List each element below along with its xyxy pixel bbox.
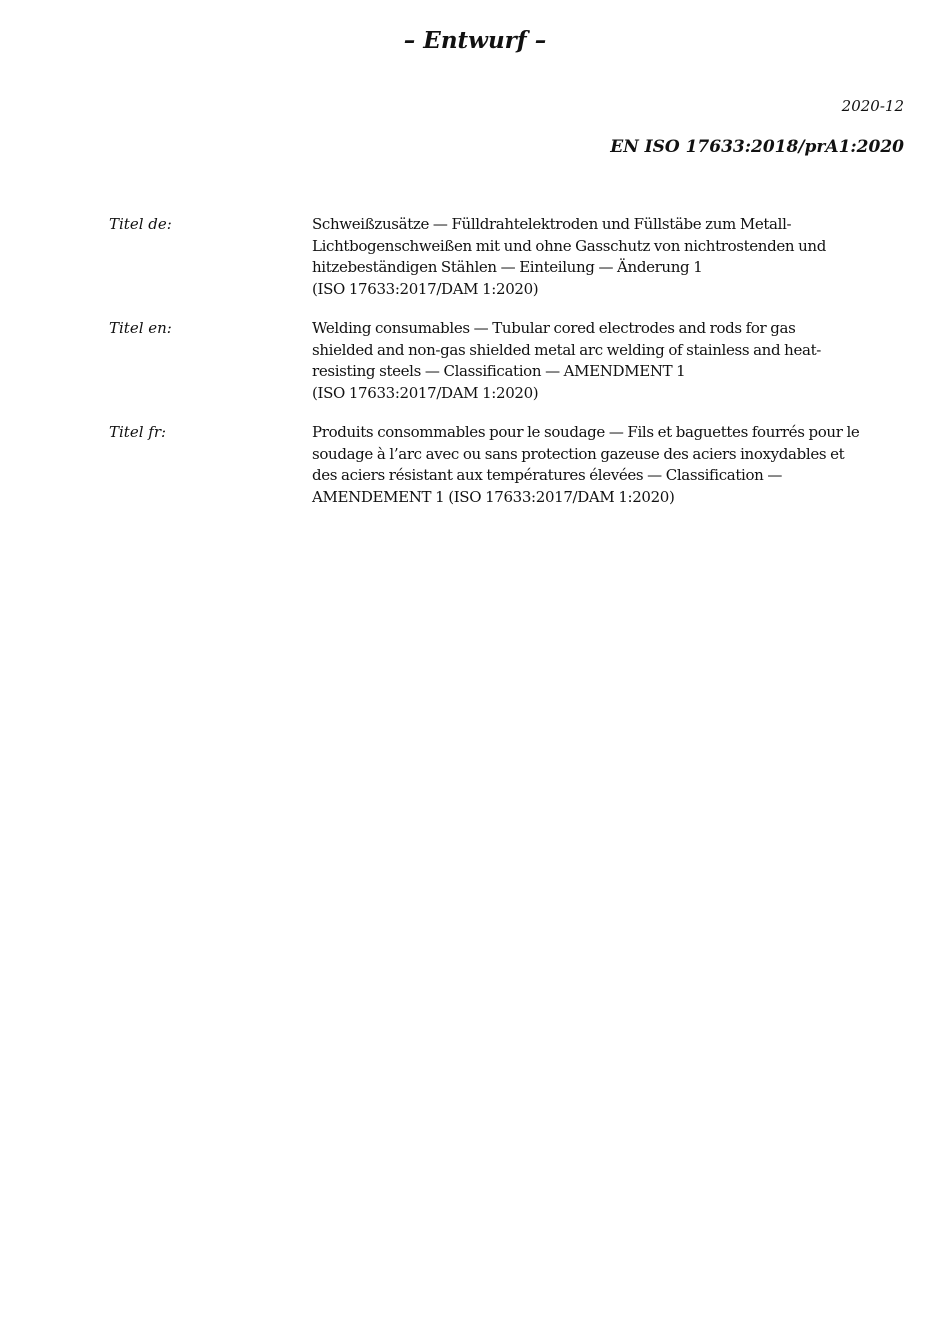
title-line: shielded and non-gas shielded metal arc welding of stainless and heat- <box>312 340 821 359</box>
title-line: Schweißzusätze — Fülldrahtelektroden und Füllstäbe zum Metall- <box>312 215 792 233</box>
title-line: Welding consumables — Tubular cored electrodes and rods for gas <box>312 319 796 337</box>
title-text-fr <box>312 422 909 508</box>
title-row-en <box>109 318 909 404</box>
title-line: resisting steels — Classification — AMENDMENT 1 <box>312 362 686 380</box>
title-text-de <box>312 214 909 300</box>
title-line: (ISO 17633:2017/DAM 1:2020) <box>312 383 539 402</box>
titles-block <box>109 214 909 526</box>
title-line: (ISO 17633:2017/DAM 1:2020) <box>312 279 539 298</box>
title-line: Lichtbogenschweißen mit und ohne Gasschutz von nichtrostenden und <box>312 236 826 255</box>
document-date: 2020-12 <box>841 97 904 115</box>
document-number: EN ISO 17633:2018/prA1:2020 <box>610 137 904 157</box>
title-line: AMENDEMENT 1 (ISO 17633:2017/DAM 1:2020) <box>312 487 675 506</box>
title-line: des aciers résistant aux températures élevées — Classification — <box>312 466 783 484</box>
title-line: soudage à l’arc avec ou sans protection gazeuse des aciers inoxydables et <box>312 444 845 463</box>
title-label-de: Titel de: <box>109 215 172 233</box>
title-row-de <box>109 214 909 300</box>
title-line: Produits consommables pour le soudage — Fils et baguettes fourrés pour le <box>312 423 860 441</box>
title-label-en: Titel en: <box>109 319 172 337</box>
draft-banner: – Entwurf – <box>403 27 547 54</box>
title-text-en <box>312 318 909 404</box>
title-row-fr <box>109 422 909 508</box>
title-line: hitzebeständigen Stählen — Einteilung — Änderung 1 <box>312 258 703 276</box>
title-label-fr: Titel fr: <box>109 423 167 441</box>
